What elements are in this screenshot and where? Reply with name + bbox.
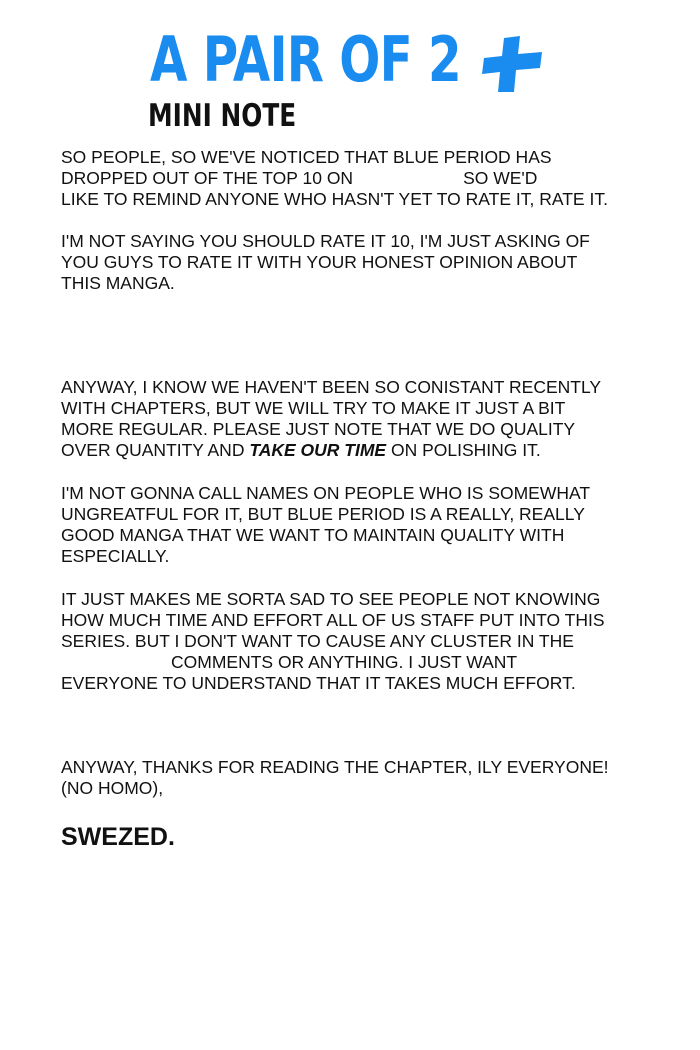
note-line [61,168,651,189]
note-line: YOU GUYS TO RATE IT WITH YOUR HONEST OPINION ABOUT [61,252,578,272]
note-line: IT JUST MAKES ME SORTA SAD TO SEE PEOPLE NOT KNOWING [61,589,601,609]
note-line: I'M NOT GONNA CALL NAMES ON PEOPLE WHO IS SOMEWHAT [61,483,591,503]
logo-title: A PAIR OF 2 [150,23,461,96]
note-paragraph-honest-opinion [61,231,651,294]
note-line-part: ON POLISHING IT. [390,440,541,460]
note-line: MORE REGULAR. PLEASE JUST NOTE THAT WE DO QUALITY [61,419,576,439]
note-line [61,440,651,461]
note-paragraph-schedule [61,377,651,461]
note-line: ANYWAY, THANKS FOR READING THE CHAPTER, ILY EVERYONE! [61,757,609,777]
note-line-part: DROPPED OUT OF THE TOP 10 ON [61,168,354,188]
mini-note-heading: MINI NOTE [148,98,297,134]
note-line: UNGREATFUL FOR IT, BUT BLUE PERIOD IS A REALLY, REALLY [61,504,585,524]
note-line: LIKE TO REMIND ANYONE WHO HASN'T YET TO RATE IT, RATE IT. [61,189,608,209]
signature: SWEZED. [61,823,175,851]
note-line-part: SO WE'D [463,168,538,188]
note-line: I'M NOT SAYING YOU SHOULD RATE IT 10, I'M JUST ASKING OF [61,231,590,251]
emphasis-text: TAKE OUR TIME [249,440,387,460]
note-line: (NO HOMO), [61,778,164,798]
note-line: THIS MANGA. [61,273,175,293]
note-line-part: OVER QUANTITY AND [61,440,245,460]
note-line: EVERYONE TO UNDERSTAND THAT IT TAKES MUCH EFFORT. [61,673,576,693]
note-line: ESPECIALLY. [61,546,170,566]
note-paragraph-effort [61,589,651,694]
note-paragraph-rating [61,147,651,210]
note-line: SERIES. BUT I DON'T WANT TO CAUSE ANY CLUSTER IN THE [61,631,574,651]
plus-icon [480,34,544,94]
note-line: SO PEOPLE, SO WE'VE NOTICED THAT BLUE PERIOD HAS [61,147,552,167]
note-line: GOOD MANGA THAT WE WANT TO MAINTAIN QUALITY WITH [61,525,565,545]
note-paragraph-quality [61,483,651,567]
note-line: WITH CHAPTERS, BUT WE WILL TRY TO MAKE IT JUST A BIT [61,398,566,418]
note-line [61,652,651,673]
note-line-part: COMMENTS OR ANYTHING. I JUST WANT [171,652,518,672]
note-paragraph-thanks [61,757,651,799]
note-line: HOW MUCH TIME AND EFFORT ALL OF US STAFF PUT INTO THIS [61,610,605,630]
logo [150,20,570,100]
note-line: ANYWAY, I KNOW WE HAVEN'T BEEN SO CONISTANT RECENTLY [61,377,602,397]
